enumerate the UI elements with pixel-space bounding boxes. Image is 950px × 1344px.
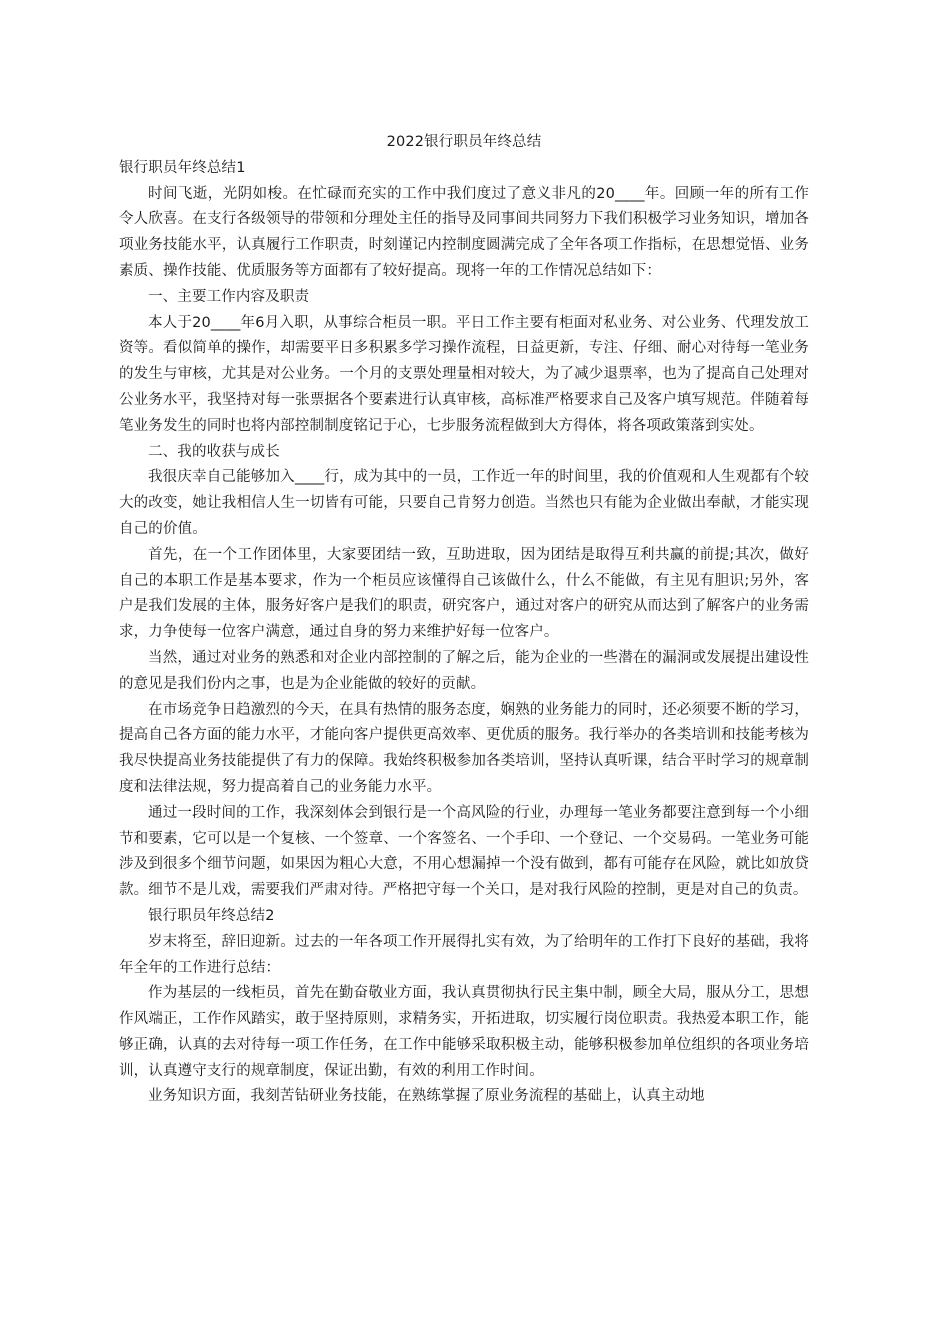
paragraph: 在市场竞争日趋激烈的今天，在具有热情的服务态度，娴熟的业务能力的同时，还必须要不断的学习，提高自己各方面的能力水平，才能向客户提供更高效率、更优质的服务。我行举办的各类培训和技能考核为我尽快提高业务技能提供了有力的保障。我始终积极参加各类培训，坚持认真听课，结合平时学习的规章制度和法律法规，努力提高着自己的业务能力水平。	[119, 701, 809, 795]
paragraph: 业务知识方面，我刻苦钻研业务技能，在熟练掌握了原业务流程的基础上，认真主动地	[148, 1088, 705, 1105]
document-body	[119, 130, 809, 1110]
subsection-heading: 二、我的收获与成长	[148, 443, 280, 460]
paragraph: 首先，在一个工作团体里，大家要团结一致，互助进取，因为团结是取得互利共赢的前提;其次，做好自己的本职工作是基本要求，作为一个柜员应该懂得自己该做什么，什么不能做，有主见有胆识;另外，客户是我们发展的主体，服务好客户是我们的职责，研究客户，通过对客户的研究从而达到了解客户的业务需求，力争使每一位客户满意，通过自身的努力来维护好每一位客户。	[119, 546, 809, 641]
document-title: 2022银行职员年终总结	[386, 134, 542, 150]
paragraph: 作为基层的一线柜员，首先在勤奋敬业方面，我认真贯彻执行民主集中制，顾全大局，服从分工，思想作风端正，工作作风踏实，敢于坚持原则，求精务实，开拓进取，切实履行岗位职责。我热爱本职工作，能够正确，认真的去对待每一项工作任务，在工作中能够采取积极主动，能够积极参加单位组织的各项业务培训，认真遵守支行的规章制度，保证出勤，有效的利用工作时间。	[119, 985, 809, 1079]
paragraph: 岁末将至，辞旧迎新。过去的一年各项工作开展得扎实有效，为了给明年的工作打下良好的基础，我将年全年的工作进行总结：	[119, 933, 809, 976]
section-heading-2: 银行职员年终总结2	[148, 907, 275, 924]
section-heading-1: 银行职员年终总结1	[119, 159, 246, 176]
paragraph: 当然，通过对业务的熟悉和对企业内部控制的了解之后，能为企业的一些潜在的漏洞或发展提出建设性的意见是我们份内之事，也是为企业能做的较好的贡献。	[119, 649, 809, 692]
paragraph: 本人于20____年6月入职，从事综合柜员一职。平日工作主要有柜面对私业务、对公业务、代理发放工资等。看似简单的操作，却需要平日多积累多学习操作流程，日益更新，专注、仔细、耐心对待每一笔业务的发生与审核，尤其是对公业务。一个月的支票处理量相对较大，为了减少退票率，也为了提高自己处理对公业务水平，我坚持对每一张票据各个要素进行认真审核，高标准严格要求自己及客户填写规范。伴随着每笔业务发生的同时也将内部控制制度铭记于心，七步服务流程做到大方得体，将各项政策落到实处。	[119, 314, 809, 434]
subsection-heading: 一、主要工作内容及职责	[148, 288, 310, 305]
paragraph: 时间飞逝，光阴如梭。在忙碌而充实的工作中我们度过了意义非凡的20____年。回顾一年的所有工作令人欣喜。在支行各级领导的带领和分理处主任的指导及同事间共同努力下我们积极学习业务知识，增加各项业务技能水平，认真履行工作职责，时刻谨记内控制度圆满完成了全年各项工作指标，在思想觉悟、业务素质、操作技能、优质服务等方面都有了较好提高。现将一年的工作情况总结如下：	[119, 185, 809, 279]
paragraph: 我很庆幸自己能够加入____行，成为其中的一员，工作近一年的时间里，我的价值观和人生观都有个较大的改变，她让我相信人生一切皆有可能，只要自己肯努力创造。当然也只有能为企业做出奉献，才能实现自己的价值。	[119, 469, 809, 537]
paragraph: 通过一段时间的工作，我深刻体会到银行是一个高风险的行业，办理每一笔业务都要注意到每一个小细节和要素，它可以是一个复核、一个签章、一个客签名、一个手印、一个登记、一个交易码。一笔业务可能涉及到很多个细节问题，如果因为粗心大意，不用心想漏掉一个没有做到，都有可能存在风险，就比如放贷款。细节不是儿戏，需要我们严肃对待。严格把守每一个关口，是对我行风险的控制，更是对自己的负责。	[119, 804, 809, 899]
